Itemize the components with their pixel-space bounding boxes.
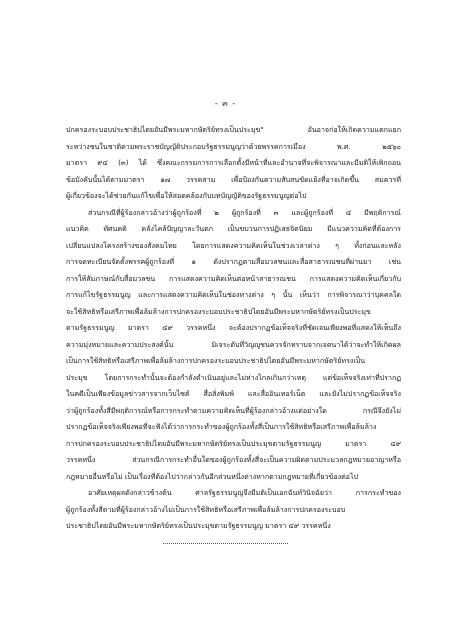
text-line: ตามรัฐธรรมนูญ มาตรา ๔๙ วรรคหนึ่ง จะต้องปรากฏข้อเท็จจริงที่ชัดเจนเพียงพอที่แสดงให้เห็นถึง: [66, 323, 401, 332]
text-line: เปลี่ยนแปลงโครงสร้างของสังคมไทย โดยการแสดงความคิดเห็นในช่วงเวลาต่าง ๆ ทั้งก่อนและหลัง: [66, 240, 401, 250]
text-line: ความมุ่งหมายและความประสงค์นั้น มิเจระดับที่วิญญูชนควรจักทราบจากเจตนาได้ว่าจะทำให้เกิดผล: [66, 339, 401, 349]
text-line: เป็นการใช้สิทธิหรือเสรีภาพเพื่อล้มล้างการปกครองระบอบประชาธิปไตยอันมีพระมหากษัตริย์ทรงเป็น: [66, 356, 366, 365]
text-line: การให้สัมภาษณ์กับสื่อมวลชน การแสดงความคิดเห็นต่อหน้าสาธารณชน การแสดงความคิดเห็นเกี่ยวกับ: [66, 273, 401, 283]
text-line: วรรคหนึ่ง ส่วนกรณีการกระทำอื่นใดของผู้ถูกร้องทั้งสี่จะเป็นความผิดตามประมวลกฎหมายอาญาหรือ: [66, 455, 401, 464]
page-number: - ๓ -: [214, 99, 237, 108]
text-line: ปรากฏข้อเท็จจริงเพียงพอที่จะฟังได้ว่าการกระทำของผู้ถูกร้องทั้งสี่เป็นการใช้สิทธิหรือเสรีภาพเพื่อล้มล้าง: [66, 422, 377, 431]
text-line: ผู้ถูกร้องทั้งสี่ตามที่ผู้ร้องกล่าวอ้างไม่เป็นการใช้สิทธิหรือเสรีภาพเพื่อล้มล้างการปกครองระบอบ: [66, 504, 346, 514]
text-line: อาศัยเหตุผลดังกล่าวข้างต้น ศาลรัฐธรรมนูญจึงมีมติเป็นเอกฉันท์วินิจฉัยว่า การกระทำของ: [88, 488, 401, 497]
text-line: ในคดีเป็นเพียงข้อมูลข่าวสารจากเว็บไซต์ สื่อสิ่งพิมพ์ และสื่ออินเทอร์เน็ต และยังไม่ปรากฏข้อเท็จจริง: [66, 389, 401, 398]
text-line: ผู้เกี่ยวข้องจะได้ช่วยกันแก้ไขเพื่อให้สอดคล้องกับบทบัญญัติของรัฐธรรมนูญต่อไป: [66, 191, 307, 200]
dotted-divider: [163, 543, 288, 544]
text-line: การปกครองระบอบประชาธิปไตยอันมีพระมหากษัตริย์ทรงเป็นประมุขตามรัฐธรรมนูญ มาตรา ๔๙: [66, 438, 401, 448]
text-line: ว่าผู้ถูกร้องทั้งสี่มีพฤติการณ์หรือการกระทำตามความคิดเห็นที่ผู้ร้องกล่าวอ้างแต่อย่างใด กรณีจึงยังไม่: [66, 405, 401, 415]
body-text: [66, 122, 401, 535]
text-line: ข้อบังคับนั้นได้ตามมาตรา ๑๗ วรรคสาม เพื่อป้องกันความสับสนขัดแย้งที่อาจเกิดขึ้น สมควรที่: [66, 174, 401, 184]
text-line: แนวคิด ทัศนคติ คลั่งไคล้ปัญญาละวันตก เป็นขบวนการปฏิเสธจิตนิยม มีแนวความคิดที่ต้องการ: [66, 224, 401, 233]
text-line: ประมุข โดยการกระทำนั้นจะต้องกำลังดำเนินอยู่และไม่ห่างไกลเกินกว่าเหตุ แต่ข้อเท็จจริงเท่าที่ปรากฏ: [66, 372, 401, 382]
text-line: การแก้ไขรัฐธรรมนูญ และการแสดงความคิดเห็นในช่องทางต่าง ๆ นั้น เห็นว่า การพิจารณาว่าบุคคลใด: [66, 290, 401, 299]
text-line: การจดทะเบียนจัดตั้งพรรคผู้ถูกร้องที่ ๑ ดังปรากฏตามสื่อมวลชนและสื่อสาธารณชนที่ผ่านมา เช่น: [66, 257, 401, 266]
text-line: มาตรา ๙๔ (๓) ได้ ซึ่งคณะกรรมการการเลือกตั้งมีหน้าที่และอำนาจที่จะพิจารณาและมีมติให้เพิกถอน: [66, 158, 401, 167]
text-line: จะใช้สิทธิหรือเสรีภาพเพื่อล้มล้างการปกครองระบอบประชาธิปไตยอันมีพระมหากษัตริย์ทรงเป็นประมุข: [66, 306, 371, 316]
text-line: ปกครองระบอบประชาธิปไตยอันมีพระมหากษัตริย์ทรงเป็นประมุข" อันอาจก่อให้เกิดความแตกแยก: [66, 125, 401, 134]
text-line: ประชาธิปไตยอันมีพระมหากษัตริย์ทรงเป็นประมุขตามรัฐธรรมนูญ มาตรา ๔๙ วรรคหนึ่ง: [66, 521, 331, 530]
text-line: ระหว่างชนในชาติตามพระราชบัญญัติประกอบรัฐธรรมนูญว่าด้วยพรรคการเมือง พ.ศ. ๒๕๖๐: [66, 141, 401, 151]
text-line: กฎหมายอื่นหรือไม่ เป็นเรื่องที่ต้องไปว่ากล่าวกันอีกส่วนหนึ่งต่างหากตามกฎหมายที่เกี่ยวข้องต่อไป: [66, 471, 359, 481]
text-line: ส่วนกรณีที่ผู้ร้องกล่าวอ้างว่าผู้ถูกร้องที่ ๒ ผู้ถูกร้องที่ ๓ และผู้ถูกร้องที่ ๔ มีพฤติการณ์: [88, 207, 401, 217]
